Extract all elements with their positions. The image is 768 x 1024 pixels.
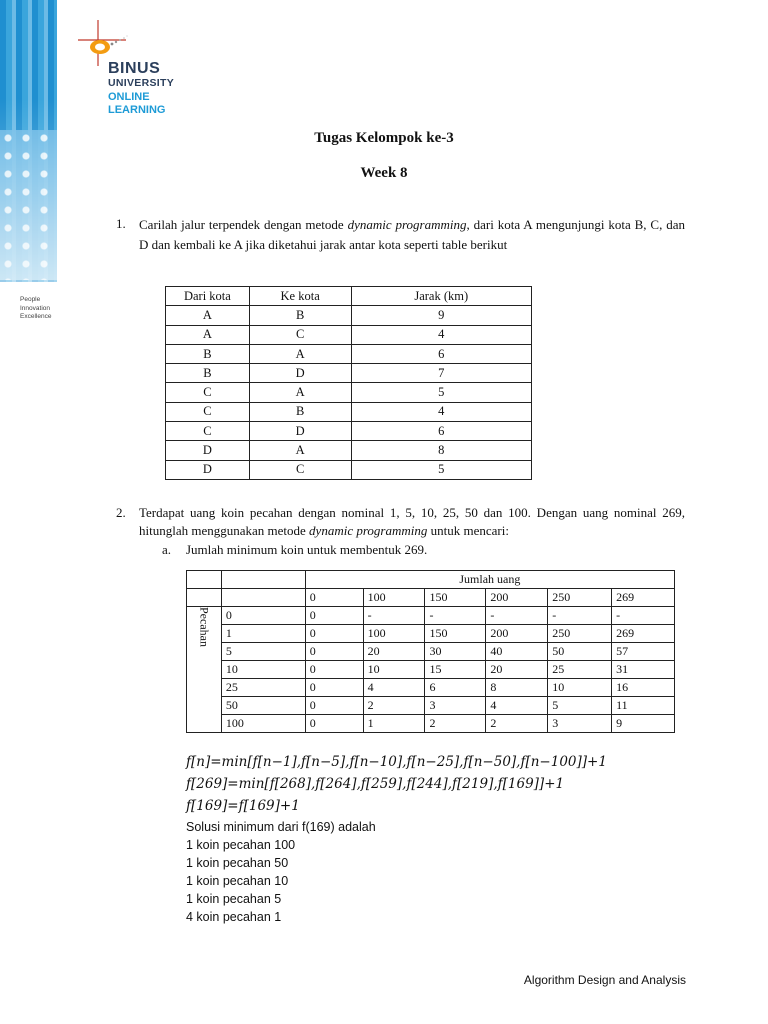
table-row xyxy=(166,364,532,383)
cell-distance: 6 xyxy=(351,422,532,441)
table-row xyxy=(166,306,532,325)
q2a-label: a. xyxy=(162,542,172,557)
coin-cell: 50 xyxy=(221,697,305,715)
cell-to: C xyxy=(249,460,351,479)
footer-course: Algorithm Design and Analysis xyxy=(523,973,686,987)
value-cell: 2 xyxy=(425,715,486,733)
tagline xyxy=(20,296,51,322)
amount-cell: 200 xyxy=(486,589,548,607)
tagline-people: People xyxy=(20,296,41,303)
q2-text-after: untuk mencari: xyxy=(427,523,509,538)
table-row xyxy=(187,607,675,625)
value-cell: 0 xyxy=(305,625,363,643)
binus-logo xyxy=(78,18,198,118)
cell-distance: 5 xyxy=(351,383,532,402)
distance-table xyxy=(165,286,532,480)
table-row xyxy=(166,422,532,441)
q1-text-italic: dynamic programming xyxy=(347,217,467,232)
coin-cell: 25 xyxy=(221,679,305,697)
coin-cell: 1 xyxy=(221,625,305,643)
corner-cell xyxy=(221,589,305,607)
cell-to: A xyxy=(249,344,351,363)
document-week: Week 8 xyxy=(360,165,408,181)
value-cell: - xyxy=(486,607,548,625)
value-cell: - xyxy=(548,607,612,625)
tagline-innovation: Innovation xyxy=(20,304,50,312)
cell-from: A xyxy=(166,306,250,325)
value-cell: 50 xyxy=(548,643,612,661)
value-cell: 250 xyxy=(548,625,612,643)
value-cell: 2 xyxy=(486,715,548,733)
cell-from: B xyxy=(166,364,250,383)
table-row xyxy=(187,715,675,733)
value-cell: 0 xyxy=(305,607,363,625)
formula-269: f[269]=min[f[268],f[264],f[259],f[244],f[219],f[169]]+1 xyxy=(186,776,565,792)
header-from: Dari kota xyxy=(166,287,250,306)
value-cell: 20 xyxy=(363,643,425,661)
amount-header: Jumlah uang xyxy=(305,571,674,589)
value-cell: 20 xyxy=(486,661,548,679)
corner-cell xyxy=(187,589,222,607)
table-row xyxy=(187,625,675,643)
value-cell: 11 xyxy=(612,697,675,715)
cell-distance: 4 xyxy=(351,402,532,421)
formula-recurrence: f[n]=min[f[n−1],f[n−5],f[n−10],f[n−25],f[n−50],f[n−100]]+1 xyxy=(186,754,607,770)
cell-from: B xyxy=(166,344,250,363)
value-cell: 0 xyxy=(305,643,363,661)
cell-distance: 8 xyxy=(351,441,532,460)
table-row xyxy=(166,325,532,344)
value-cell: 5 xyxy=(548,697,612,715)
table-row xyxy=(166,441,532,460)
solution-list xyxy=(186,818,376,926)
coin-cell: 0 xyxy=(221,607,305,625)
value-cell: 40 xyxy=(486,643,548,661)
cell-from: A xyxy=(166,325,250,344)
cell-from: C xyxy=(166,402,250,421)
brand-university: UNIVERSITY xyxy=(108,77,175,89)
q2a-text: Jumlah minimum koin untuk membentuk 269. xyxy=(186,542,428,557)
amount-row xyxy=(187,589,675,607)
cell-to: A xyxy=(249,441,351,460)
document-title: Tugas Kelompok ke-3 xyxy=(314,130,454,146)
header-distance: Jarak (km) xyxy=(351,287,532,306)
value-cell: 31 xyxy=(612,661,675,679)
cell-from: D xyxy=(166,460,250,479)
brand-name: BINUS xyxy=(108,60,161,77)
formula-169: f[169]=f[169]+1 xyxy=(186,798,300,814)
solution-line: 1 koin pecahan 100 xyxy=(186,838,296,852)
value-cell: 3 xyxy=(425,697,486,715)
table-row xyxy=(187,643,675,661)
solution-line: Solusi minimum dari f(169) adalah xyxy=(186,820,376,834)
coin-table-header xyxy=(187,571,675,589)
corner-cell xyxy=(187,571,222,589)
value-cell: 200 xyxy=(486,625,548,643)
brand-online-learning xyxy=(108,91,165,117)
pecahan-label: Pecahan xyxy=(187,607,222,733)
amount-cell: 250 xyxy=(548,589,612,607)
corner-cell xyxy=(221,571,305,589)
coin-cell: 100 xyxy=(221,715,305,733)
table-row xyxy=(187,661,675,679)
value-cell: 30 xyxy=(425,643,486,661)
solution-line: 4 koin pecahan 1 xyxy=(186,910,282,924)
q1-number: 1. xyxy=(116,216,126,231)
q1-text-after: , dari kota A mengunjungi kota B, C, dan D dan kembali ke A jika diketahui jarak antar kota seperti table berikut xyxy=(139,217,685,252)
cell-to: C xyxy=(249,325,351,344)
value-cell: 16 xyxy=(612,679,675,697)
value-cell: 100 xyxy=(363,625,425,643)
solution-line: 1 koin pecahan 50 xyxy=(186,856,289,870)
solution-line: 1 koin pecahan 5 xyxy=(186,892,282,906)
cell-from: C xyxy=(166,383,250,402)
cell-to: A xyxy=(249,383,351,402)
amount-cell: 269 xyxy=(612,589,675,607)
q2-text-before: Terdapat uang koin pecahan dengan nominal 1, 5, 10, 25, 50 dan 100. Dengan uang nominal 269, hitunglah menggunakan metode xyxy=(139,505,685,538)
value-cell: 3 xyxy=(548,715,612,733)
value-cell: 8 xyxy=(486,679,548,697)
value-cell: 10 xyxy=(363,661,425,679)
value-cell: 0 xyxy=(305,697,363,715)
q2-text-italic: dynamic programming xyxy=(309,523,428,538)
value-cell: 4 xyxy=(486,697,548,715)
table-row xyxy=(187,697,675,715)
cell-distance: 4 xyxy=(351,325,532,344)
amount-cell: 0 xyxy=(305,589,363,607)
cell-from: D xyxy=(166,441,250,460)
cell-distance: 9 xyxy=(351,306,532,325)
value-cell: 25 xyxy=(548,661,612,679)
sidebar-pattern xyxy=(0,130,57,280)
header-to: Ke kota xyxy=(249,287,351,306)
table-header-row xyxy=(166,287,532,306)
brand-online: ONLINE xyxy=(108,91,150,103)
value-cell: 0 xyxy=(305,715,363,733)
value-cell: 57 xyxy=(612,643,675,661)
solution-line: 1 koin pecahan 10 xyxy=(186,874,289,888)
amount-cell: 150 xyxy=(425,589,486,607)
value-cell: 9 xyxy=(612,715,675,733)
table-row xyxy=(166,402,532,421)
cell-distance: 5 xyxy=(351,460,532,479)
cell-to: B xyxy=(249,306,351,325)
table-row xyxy=(166,383,532,402)
value-cell: 0 xyxy=(305,661,363,679)
cell-to: B xyxy=(249,402,351,421)
amount-cell: 100 xyxy=(363,589,425,607)
value-cell: 150 xyxy=(425,625,486,643)
value-cell: 15 xyxy=(425,661,486,679)
cell-to: D xyxy=(249,422,351,441)
cell-distance: 7 xyxy=(351,364,532,383)
value-cell: 0 xyxy=(305,679,363,697)
table-row xyxy=(166,460,532,479)
value-cell: 269 xyxy=(612,625,675,643)
value-cell: 1 xyxy=(363,715,425,733)
coin-table xyxy=(186,570,675,733)
cell-distance: 6 xyxy=(351,344,532,363)
value-cell: - xyxy=(612,607,675,625)
value-cell: 6 xyxy=(425,679,486,697)
value-cell: - xyxy=(363,607,425,625)
q2-number: 2. xyxy=(116,505,126,520)
q2-text xyxy=(139,504,685,540)
cell-from: C xyxy=(166,422,250,441)
q1-text-before: Carilah jalur terpendek dengan metode xyxy=(139,217,348,232)
value-cell: - xyxy=(425,607,486,625)
q1-text xyxy=(139,215,685,254)
table-row xyxy=(166,344,532,363)
tagline-excellence: Excellence xyxy=(20,313,52,320)
value-cell: 2 xyxy=(363,697,425,715)
value-cell: 10 xyxy=(548,679,612,697)
table-row xyxy=(187,679,675,697)
brand-learning: LEARNING xyxy=(108,104,166,116)
coin-cell: 10 xyxy=(221,661,305,679)
cell-to: D xyxy=(249,364,351,383)
coin-cell: 5 xyxy=(221,643,305,661)
value-cell: 4 xyxy=(363,679,425,697)
